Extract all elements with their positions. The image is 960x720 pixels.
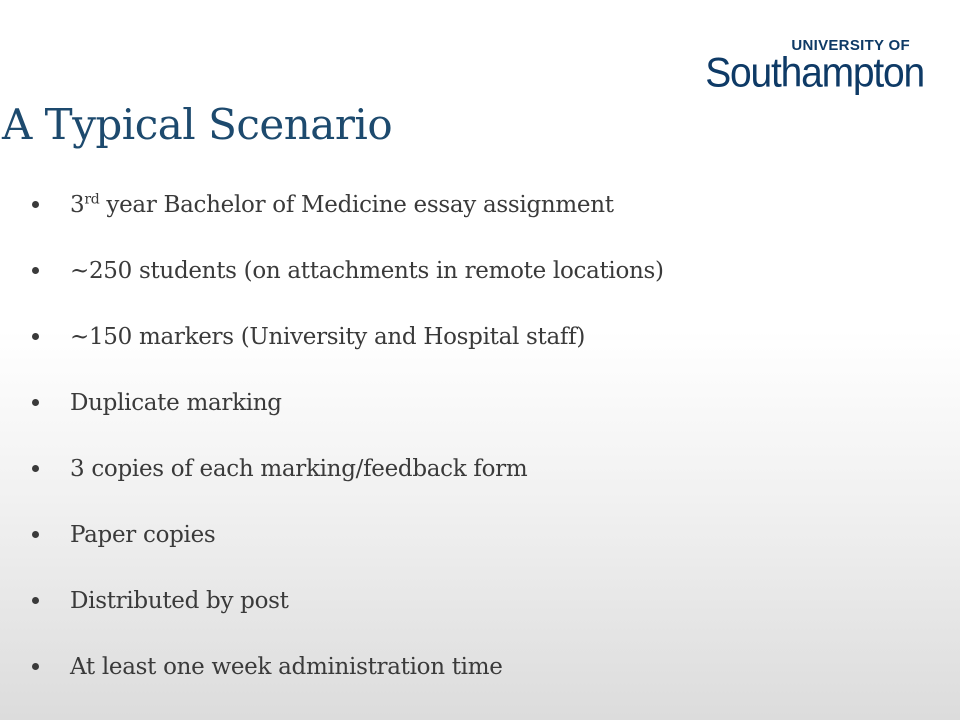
bullet-item — [30, 188, 930, 254]
bullet-text: Duplicate marking — [70, 390, 282, 416]
bullet-dot-icon — [32, 333, 39, 340]
bullet-text: ~250 students (on attachments in remote locations) — [70, 258, 664, 284]
bullet-dot-icon — [32, 597, 39, 604]
bullet-text-prefix: 3 — [70, 192, 85, 218]
bullet-item — [30, 452, 930, 518]
bullet-dot-icon — [32, 531, 39, 538]
university-logo — [705, 37, 924, 97]
bullet-item — [30, 518, 930, 584]
bullet-text-suffix: year Bachelor of Medicine essay assignment — [99, 192, 614, 218]
bullet-dot-icon — [32, 465, 39, 472]
bullet-text: 3 copies of each marking/feedback form — [70, 456, 528, 482]
bullet-text: Paper copies — [70, 522, 216, 548]
bullet-list — [30, 188, 930, 716]
bullet-text: Distributed by post — [70, 588, 289, 614]
logo-line-southampton: Southampton — [705, 49, 924, 97]
bullet-text: ~150 markers (University and Hospital staff) — [70, 324, 586, 350]
bullet-item — [30, 386, 930, 452]
bullet-item — [30, 320, 930, 386]
bullet-dot-icon — [32, 201, 39, 208]
logo-line-university-of: UNIVERSITY OF — [791, 37, 910, 54]
bullet-dot-icon — [32, 267, 39, 274]
bullet-text: At least one week administration time — [70, 654, 503, 680]
bullet-item — [30, 254, 930, 320]
slide-title: A Typical Scenario — [2, 100, 393, 149]
bullet-dot-icon — [32, 663, 39, 670]
bullet-item — [30, 650, 930, 716]
bullet-item — [30, 584, 930, 650]
bullet-dot-icon — [32, 399, 39, 406]
bullet-text-superscript: rd — [84, 191, 100, 208]
